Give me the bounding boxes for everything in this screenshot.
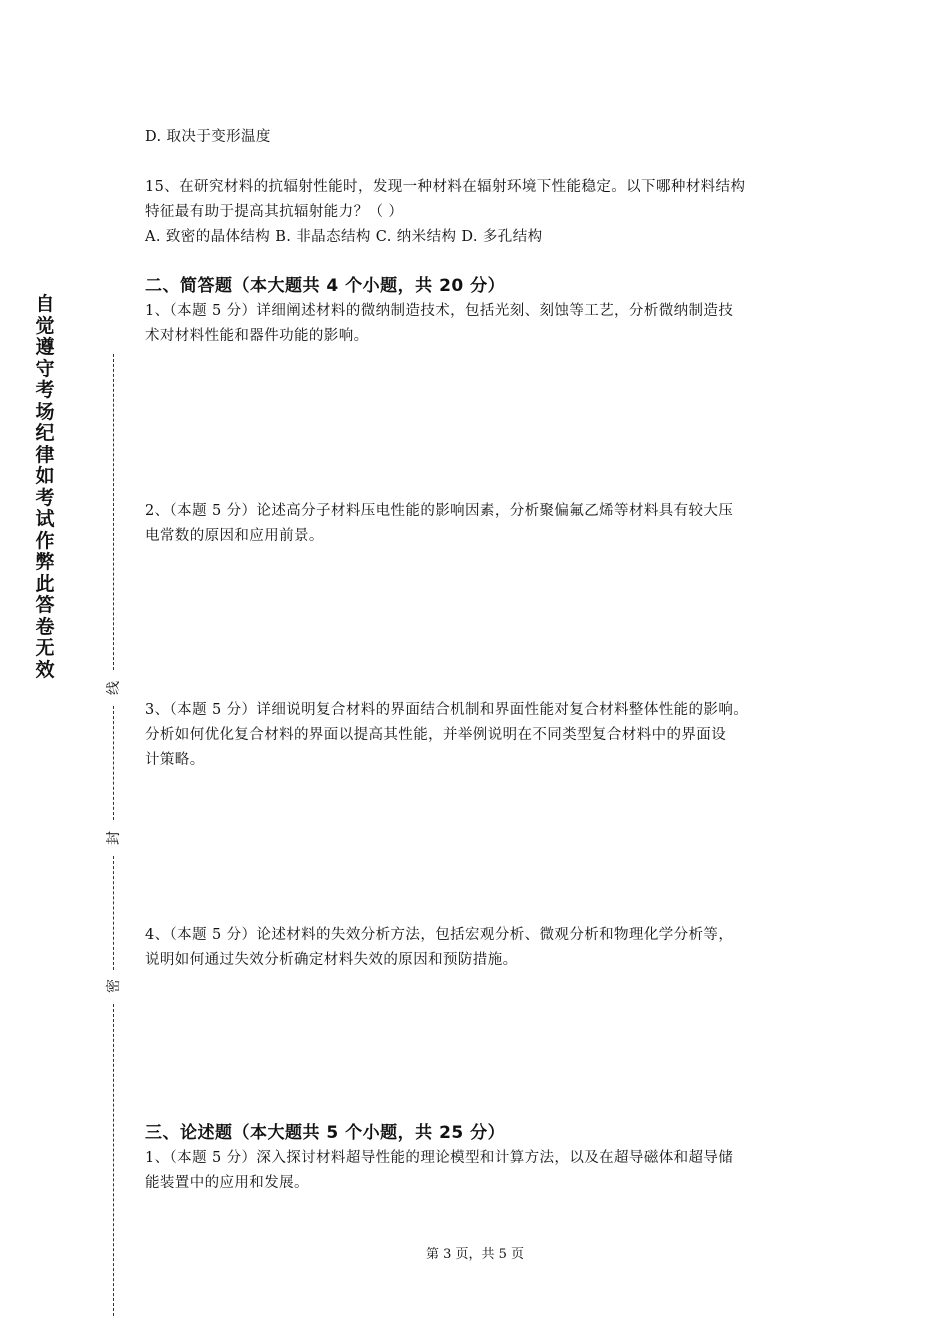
s2-q1-line-2: 术对材料性能和器件功能的影响。 bbox=[145, 328, 369, 344]
q15-stem-line-2: 特征最有助于提高其抗辐射能力？（ ） bbox=[145, 204, 404, 220]
s2-q3-line-1: 3、（本题 5 分）详细说明复合材料的界面结合机制和界面性能对复合材料整体性能的影响。 bbox=[145, 702, 749, 718]
binding-line-label: 线 bbox=[106, 681, 122, 695]
s2-q4-line-1: 4、（本题 5 分）论述材料的失效分析方法，包括宏观分析、微观分析和物理化学分析等， bbox=[145, 927, 734, 943]
s2-q1-line-1: 1、（本题 5 分）详细阐述材料的微纳制造技术，包括光刻、刻蚀等工艺，分析微纳制造技 bbox=[145, 303, 734, 319]
s2-q3-line-3: 计策略。 bbox=[145, 752, 205, 768]
s3-q1-line-2: 能装置中的应用和发展。 bbox=[145, 1175, 309, 1191]
q14-option-d: D. 取决于变形温度 bbox=[145, 129, 271, 145]
s2-q2-line-1: 2、（本题 5 分）论述高分子材料压电性能的影响因素，分析聚偏氟乙烯等材料具有较大压 bbox=[145, 503, 734, 519]
binding-secret-label: 密 bbox=[106, 979, 122, 993]
s2-q2-line-2: 电常数的原因和应用前景。 bbox=[145, 528, 324, 544]
binding-dashed-line bbox=[113, 706, 114, 820]
page-number: 第 3 页，共 5 页 bbox=[425, 1247, 525, 1262]
section-3-heading: 三、论述题（本大题共 5 个小题，共 25 分） bbox=[145, 1123, 506, 1143]
q15-stem-line-1: 15、在研究材料的抗辐射性能时，发现一种材料在辐射环境下性能稳定。以下哪种材料结构 bbox=[145, 179, 746, 195]
binding-dashed-line bbox=[113, 1004, 114, 1316]
binding-dashed-line bbox=[113, 354, 114, 670]
section-2-heading: 二、简答题（本大题共 4 个小题，共 20 分） bbox=[145, 276, 506, 296]
binding-seal-label: 封 bbox=[106, 831, 122, 845]
s2-q4-line-2: 说明如何通过失效分析确定材料失效的原因和预防措施。 bbox=[145, 952, 518, 968]
s3-q1-line-1: 1、（本题 5 分）深入探讨材料超导性能的理论模型和计算方法，以及在超导磁体和超导储 bbox=[145, 1150, 734, 1166]
exam-discipline-notice: 自觉遵守考场纪律如考试作弊此答卷无效 bbox=[35, 293, 55, 681]
binding-dashed-line bbox=[113, 856, 114, 970]
s2-q3-line-2: 分析如何优化复合材料的界面以提高其性能，并举例说明在不同类型复合材料中的界面设 bbox=[145, 727, 727, 743]
q15-options: A. 致密的晶体结构 B. 非晶态结构 C. 纳米结构 D. 多孔结构 bbox=[145, 229, 543, 245]
